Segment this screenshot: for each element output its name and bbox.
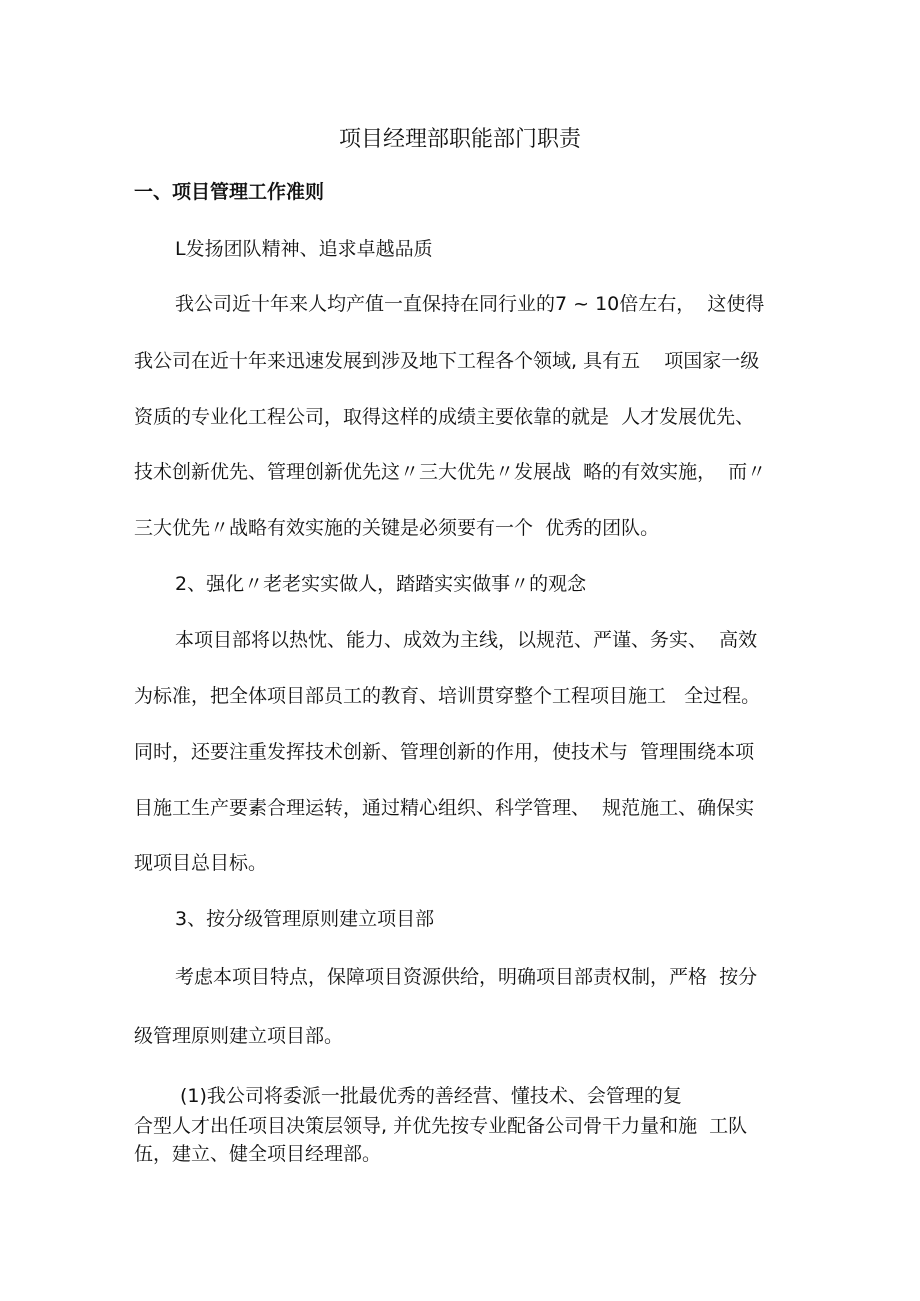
paragraph-1-line: 我公司近十年来人均产值一直保持在同行业的7 ~ 10倍左右， 这使得 <box>175 293 765 315</box>
paragraph-2-line: 目施工生产要素合理运转，通过精心组织、科学管理、 规范施工、确保实 <box>134 797 755 819</box>
section-heading: 一、项目管理工作准则 <box>134 181 325 203</box>
paragraph-1-line: 我公司在近十年来迅速发展到涉及地下工程各个领域, 具有五 项国家一级 <box>134 350 760 372</box>
paragraph-1-line: 资质的专业化工程公司，取得这样的成绩主要依靠的就是 人才发展优先、 <box>134 406 755 428</box>
paragraph-2-line: 本项目部将以热忱、能力、成效为主线，以规范、严谨、务实、 高效 <box>175 629 758 651</box>
paragraph-2-line: 现项目总目标。 <box>134 852 268 874</box>
item-3-heading: 3、按分级管理原则建立项目部 <box>175 908 435 930</box>
paragraph-2-line: 为标准，把全体项目部员工的教育、培训贯穿整个工程项目施工 全过程。 <box>134 685 761 707</box>
paragraph-1-line: 技术创新优先、管理创新优先这〃三大优先〃发展战 略的有效实施， 而〃 <box>134 461 767 483</box>
paragraph-3-line: 级管理原则建立项目部。 <box>134 1025 344 1047</box>
paragraph-4-line: 合型人才出任项目决策层领导, 并优先按专业配备公司骨干力量和施 工队 <box>134 1115 748 1137</box>
item-2-heading: 2、强化〃老老实实做人，踏踏实实做事〃的观念 <box>175 573 587 595</box>
document-title: 项目经理部职能部门职责 <box>338 127 581 152</box>
paragraph-2-line: 同时，还要注重发挥技术创新、管理创新的作用，使技术与 管理围绕本项 <box>134 741 755 763</box>
paragraph-1-line: 三大优先〃战略有效实施的关键是必须要有一个 优秀的团队。 <box>134 517 660 539</box>
paragraph-3-line: 考虑本项目特点，保障项目资源供给，明确项目部责权制，严格 按分 <box>175 966 758 988</box>
paragraph-4-line: 伍，建立、健全项目经理部。 <box>134 1143 382 1165</box>
item-1-heading: L发扬团队精神、追求卓越品质 <box>175 238 433 260</box>
paragraph-4-line: (1)我公司将委派一批最优秀的善经营、懂技术、会管理的复 <box>180 1085 682 1107</box>
